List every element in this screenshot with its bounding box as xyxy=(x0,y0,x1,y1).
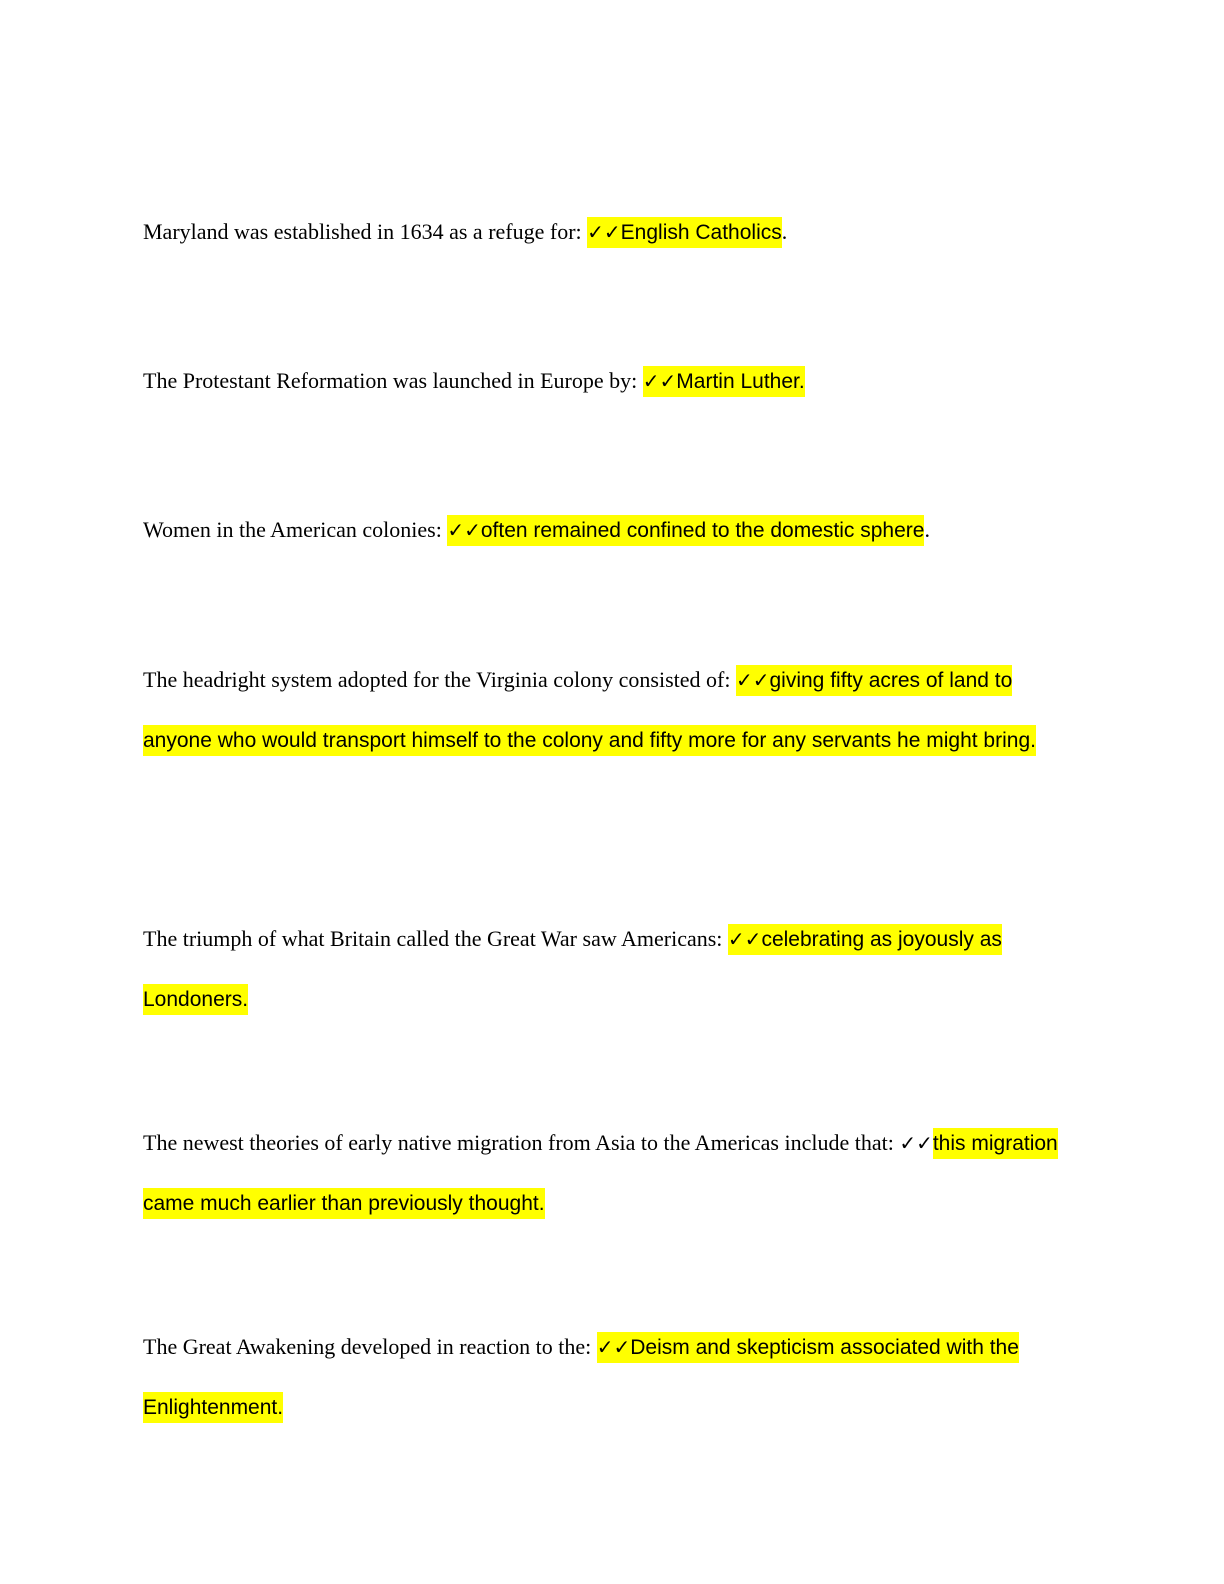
double-checkmark-icon: ✓✓ xyxy=(447,518,481,542)
answer-text: celebrating as joyously as Londoners. xyxy=(143,928,1002,1011)
question-item xyxy=(143,1113,1078,1233)
answer-highlight xyxy=(587,217,782,248)
question-text: Maryland was established in 1634 as a refuge for: xyxy=(143,219,588,244)
question-text: The Protestant Reformation was launched in Europe by: xyxy=(143,368,643,393)
answer-trailing: . xyxy=(781,219,788,244)
double-checkmark-icon: ✓✓ xyxy=(587,220,621,244)
question-text: The newest theories of early native migration from Asia to the Americas include that: xyxy=(143,1130,900,1155)
answer-trailing: . xyxy=(924,517,930,542)
answer-text: giving fifty acres of land to anyone who would transport himself to the colony and fifty more for any servants he might bring. xyxy=(143,669,1036,752)
double-checkmark-icon: ✓✓ xyxy=(642,369,677,393)
answer-text: this migration came much earlier than previously thought. xyxy=(143,1132,1058,1215)
answer-highlight xyxy=(447,515,924,546)
answer-text: Deism and skepticism associated with the Enlightenment. xyxy=(143,1336,1019,1419)
answer-text: often remained confined to the domestic sphere xyxy=(480,519,925,542)
answer-text: English Catholics xyxy=(620,221,782,244)
question-item xyxy=(143,1317,1078,1437)
double-checkmark-icon: ✓✓ xyxy=(727,927,762,951)
question-text: The triumph of what Britain called the Great War saw Americans: xyxy=(143,926,728,951)
question-item xyxy=(143,650,1078,770)
question-text: The Great Awakening developed in reaction to the: xyxy=(143,1334,597,1359)
answer-highlight xyxy=(643,366,805,397)
answer-text: Martin Luther. xyxy=(676,370,805,393)
double-checkmark-icon: ✓✓ xyxy=(899,1131,933,1155)
question-item xyxy=(143,500,1078,560)
double-checkmark-icon: ✓✓ xyxy=(735,668,770,692)
question-item xyxy=(143,909,1078,1029)
question-item xyxy=(143,202,1078,262)
question-text: Women in the American colonies: xyxy=(143,517,448,542)
double-checkmark-icon: ✓✓ xyxy=(596,1335,631,1359)
question-text: The headright system adopted for the Virginia colony consisted of: xyxy=(143,667,736,692)
question-item xyxy=(143,351,1078,411)
